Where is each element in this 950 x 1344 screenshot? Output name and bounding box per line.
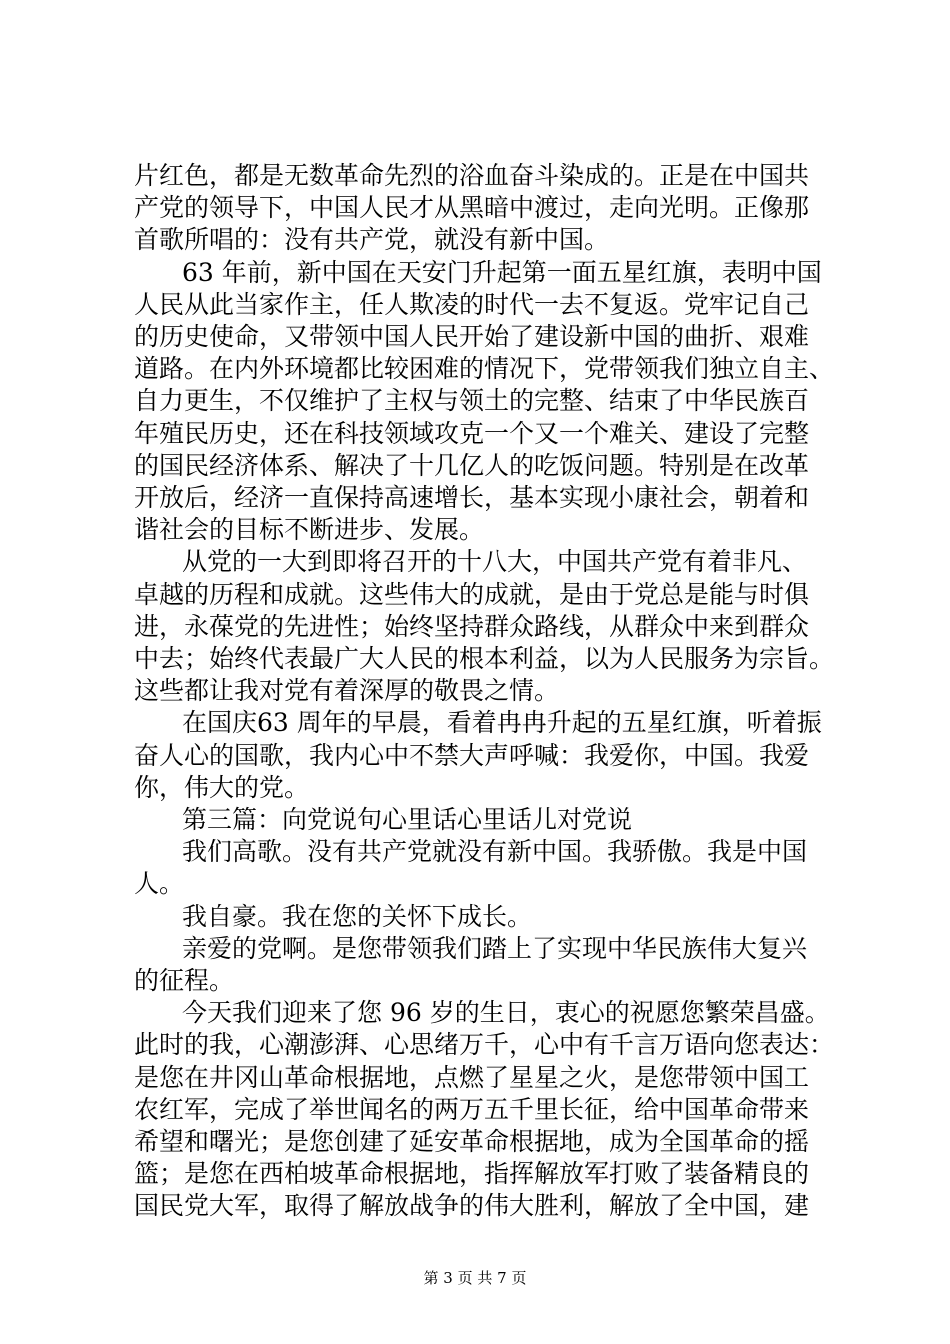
text-line: 开放后，经济一直保持高速增长，基本实现小康社会，朝着和 (134, 483, 810, 512)
text-line: 进，永葆党的先进性；始终坚持群众路线，从群众中来到群众 (134, 611, 810, 641)
text-line: 奋人心的国歌，我内心中不禁大声呼喊：我爱你，中国。我爱 (134, 740, 810, 770)
text-line: 是您在井冈山革命根据地，点燃了星星之火，是您带领中国工 (134, 1062, 810, 1092)
text-line: 这些都让我对党有着深厚的敬畏之情。 (134, 676, 560, 706)
text-line: 的国民经济体系、解决了十几亿人的吃饭问题。特别是在改革 (134, 450, 810, 480)
text-line: 此时的我，心潮澎湃、心思绪万千，心中有千言万语向您表达： (134, 1030, 835, 1060)
text-line: 谐社会的目标不断进步、发展。 (134, 515, 485, 545)
text-line: 篮；是您在西柏坡革命根据地，指挥解放军打败了装备精良的 (134, 1159, 810, 1189)
text-line: 我们高歌。没有共产党就没有新中国。我骄傲。我是中国 (182, 837, 808, 867)
text-line: 中去；始终代表最广大人民的根本利益，以为人民服务为宗旨。 (134, 644, 835, 673)
text-line: 卓越的历程和成就。这些伟大的成就，是由于党总是能与时俱 (134, 579, 810, 609)
page-footer: 第 3 页 共 7 页 (423, 1269, 527, 1287)
text-line: 你，伟大的党。 (134, 772, 310, 802)
text-line: 国民党大军，取得了解放战争的伟大胜利，解放了全中国，建 (134, 1191, 810, 1221)
text-line: 在国庆63 周年的早晨，看着冉冉升起的五星红旗，听着振 (182, 708, 822, 738)
text-line: 的征程。 (134, 966, 235, 995)
text-line: 首歌所唱的：没有共产党，就没有新中国。 (134, 225, 610, 255)
text-line: 道路。在内外环境都比较困难的情况下，党带领我们独立自主、 (134, 354, 835, 384)
text-line: 从党的一大到即将召开的十八大，中国共产党有着非凡、 (182, 547, 808, 577)
text-line: 的历史使命，又带领中国人民开始了建设新中国的曲折、艰难 (134, 322, 810, 351)
text-line: 农红军，完成了举世闻名的两万五千里长征，给中国革命带来 (134, 1094, 810, 1124)
text-line: 人。 (134, 869, 185, 899)
text-line: 第三篇：向党说句心里话心里话儿对党说 (182, 805, 633, 834)
text-line: 今天我们迎来了您 96 岁的生日，衷心的祝愿您繁荣昌盛。 (182, 998, 830, 1028)
text-line: 亲爱的党啊。是您带领我们踏上了实现中华民族伟大复兴 (182, 933, 808, 963)
text-line: 人民从此当家作主，任人欺凌的时代一去不复返。党牢记自己 (134, 289, 810, 319)
text-line: 希望和曙光；是您创建了延安革命根据地，成为全国革命的摇 (134, 1127, 810, 1156)
text-line: 63 年前，新中国在天安门升起第一面五星红旗，表明中国 (182, 257, 822, 287)
text-line: 自力更生，不仅维护了主权与领土的完整、结束了中华民族百 (134, 386, 810, 416)
text-line: 我自豪。我在您的关怀下成长。 (182, 901, 533, 931)
text-line: 产党的领导下，中国人民才从黑暗中渡过，走向光明。正像那 (134, 193, 810, 223)
text-line: 年殖民历史，还在科技领域攻克一个又一个难关、建设了完整 (134, 418, 810, 448)
text-line: 片红色，都是无数革命先烈的浴血奋斗染成的。正是在中国共 (134, 161, 810, 190)
